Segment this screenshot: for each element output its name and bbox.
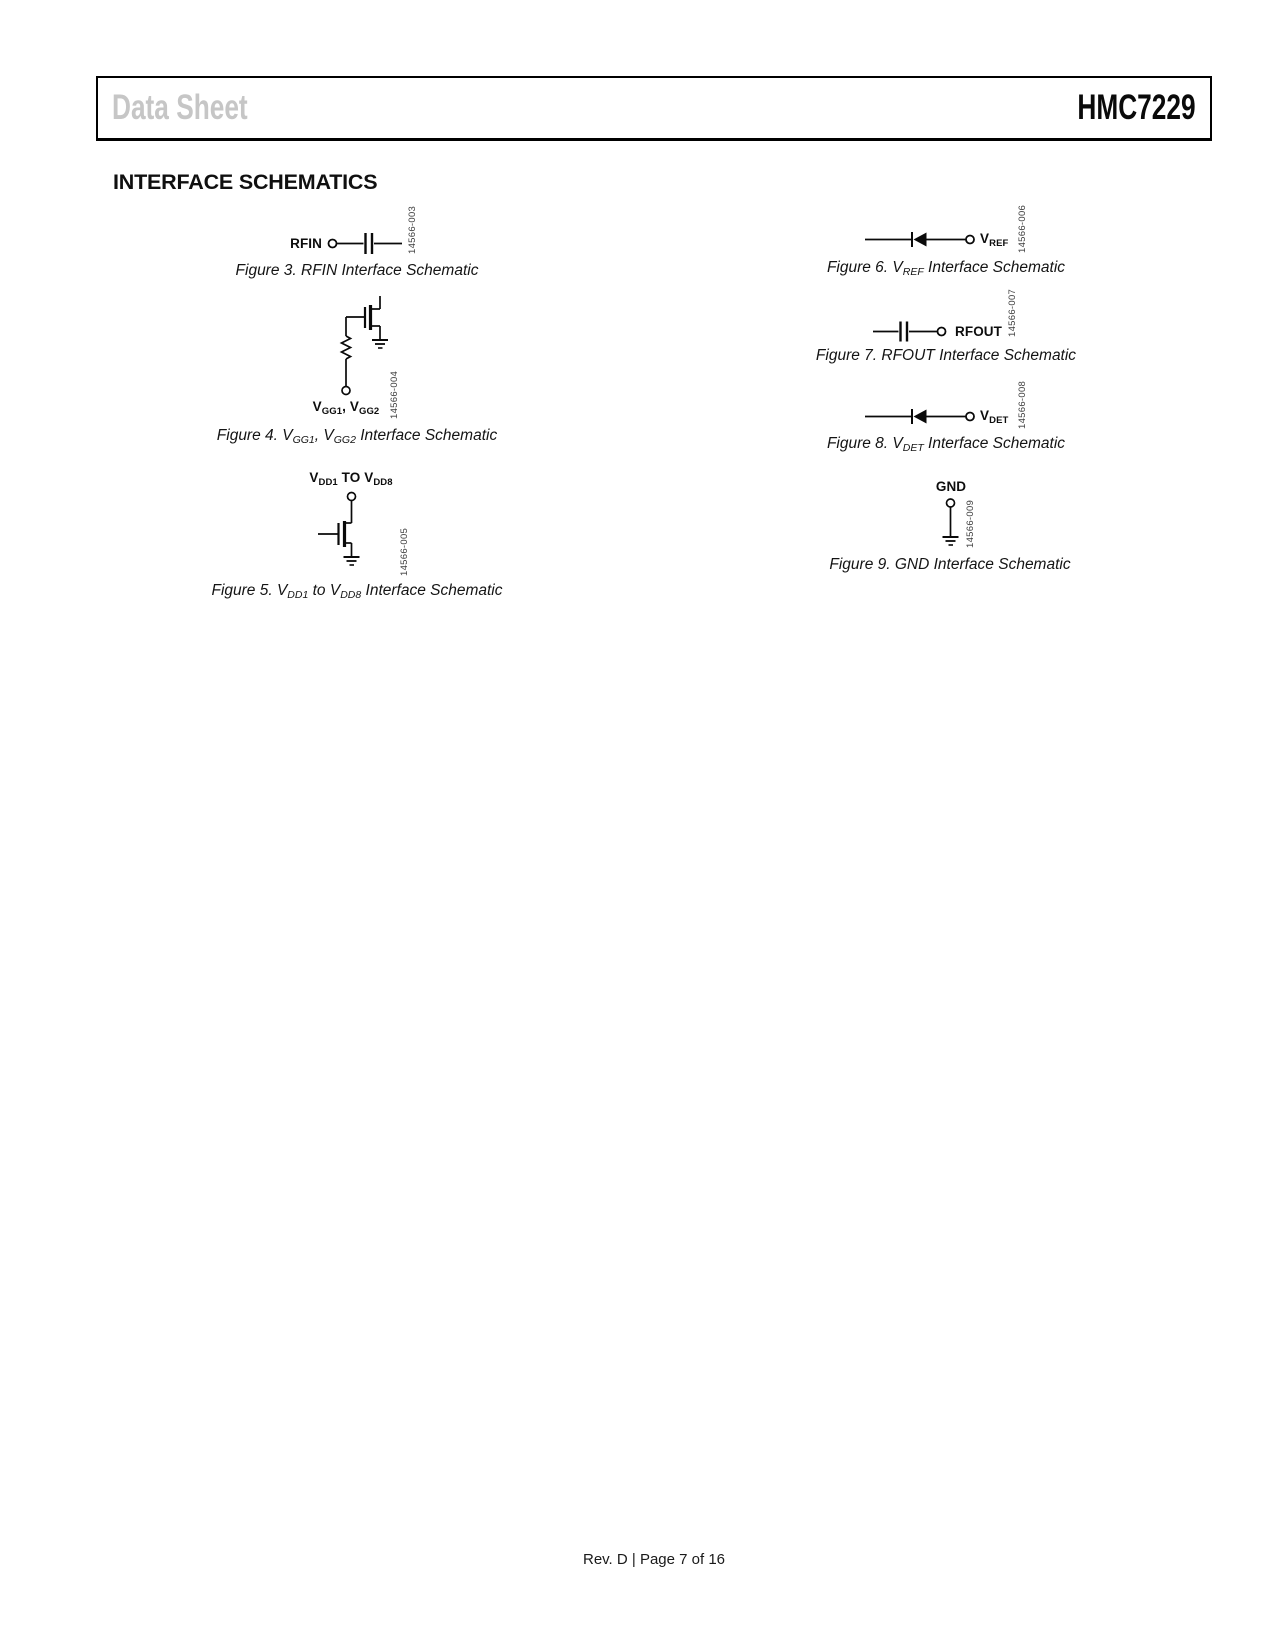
ground-icon <box>372 340 388 348</box>
diode-schematic <box>863 407 977 426</box>
figure-5-side-code: 14566-005 <box>399 527 410 576</box>
figure-8-side-code: 14566-008 <box>1017 380 1028 429</box>
rfin-pin-label: RFIN <box>290 236 322 251</box>
header-box <box>96 76 1212 141</box>
fet-icon <box>318 501 352 558</box>
fet-icon <box>346 296 380 340</box>
terminal-circle <box>329 240 337 248</box>
figure-6-side-code: 14566-006 <box>1017 204 1028 253</box>
terminal-circle <box>966 413 974 421</box>
capacitor-icon <box>366 233 373 254</box>
section-title: INTERFACE SCHEMATICS <box>113 170 378 194</box>
figure-4-caption: Figure 4. VGG1, VGG2 Interface Schematic <box>216 427 498 446</box>
figure-3-caption: Figure 3. RFIN Interface Schematic <box>235 262 479 279</box>
vdd-pin-label: $V_{DD1}$ TO $V_{DD8}$ <box>309 470 393 488</box>
figure-5-caption: Figure 5. VDD1 to VDD8 Interface Schematic <box>211 582 503 601</box>
part-number: HMC7229 <box>1077 88 1196 127</box>
doc-type-label: Data Sheet <box>112 88 248 127</box>
figure-8-caption: Figure 8. VDET Interface Schematic <box>826 435 1066 454</box>
series-capacitor-schematic <box>327 229 405 258</box>
terminal-circle <box>342 387 350 395</box>
diode-schematic <box>863 230 977 249</box>
vgg-pin-label: $V_{GG1}$, $V_{GG2}$ <box>312 399 380 417</box>
figure-6-caption: Figure 6. VREF Interface Schematic <box>826 259 1066 278</box>
page-footer: Rev. D | Page 7 of 16 <box>582 1551 726 1568</box>
ground-icon <box>943 537 959 545</box>
terminal-circle <box>947 499 955 507</box>
figure-7-side-code: 14566-007 <box>1007 288 1018 337</box>
terminal-circle <box>966 236 974 244</box>
vdet-pin-label: $V_{DET}$ <box>980 408 1009 426</box>
figure-9-caption: Figure 9. GND Interface Schematic <box>829 556 1071 573</box>
figure-4-side-code: 14566-004 <box>389 370 400 419</box>
terminal-circle <box>348 493 356 501</box>
figure-3-side-code: 14566-003 <box>407 205 418 254</box>
diode-icon <box>912 232 927 247</box>
diode-icon <box>912 409 927 424</box>
figure-7-caption: Figure 7. RFOUT Interface Schematic <box>815 347 1077 364</box>
figure-9-side-code: 14566-009 <box>965 499 976 548</box>
vref-pin-label: $V_{REF}$ <box>980 231 1009 249</box>
gnd-pin-label: GND <box>935 479 967 494</box>
capacitor-icon <box>901 322 908 342</box>
series-capacitor-schematic <box>871 320 951 343</box>
resistor-icon <box>342 336 351 359</box>
terminal-circle <box>938 328 946 336</box>
ground-icon <box>344 557 360 565</box>
rfout-pin-label: RFOUT <box>955 324 1002 339</box>
